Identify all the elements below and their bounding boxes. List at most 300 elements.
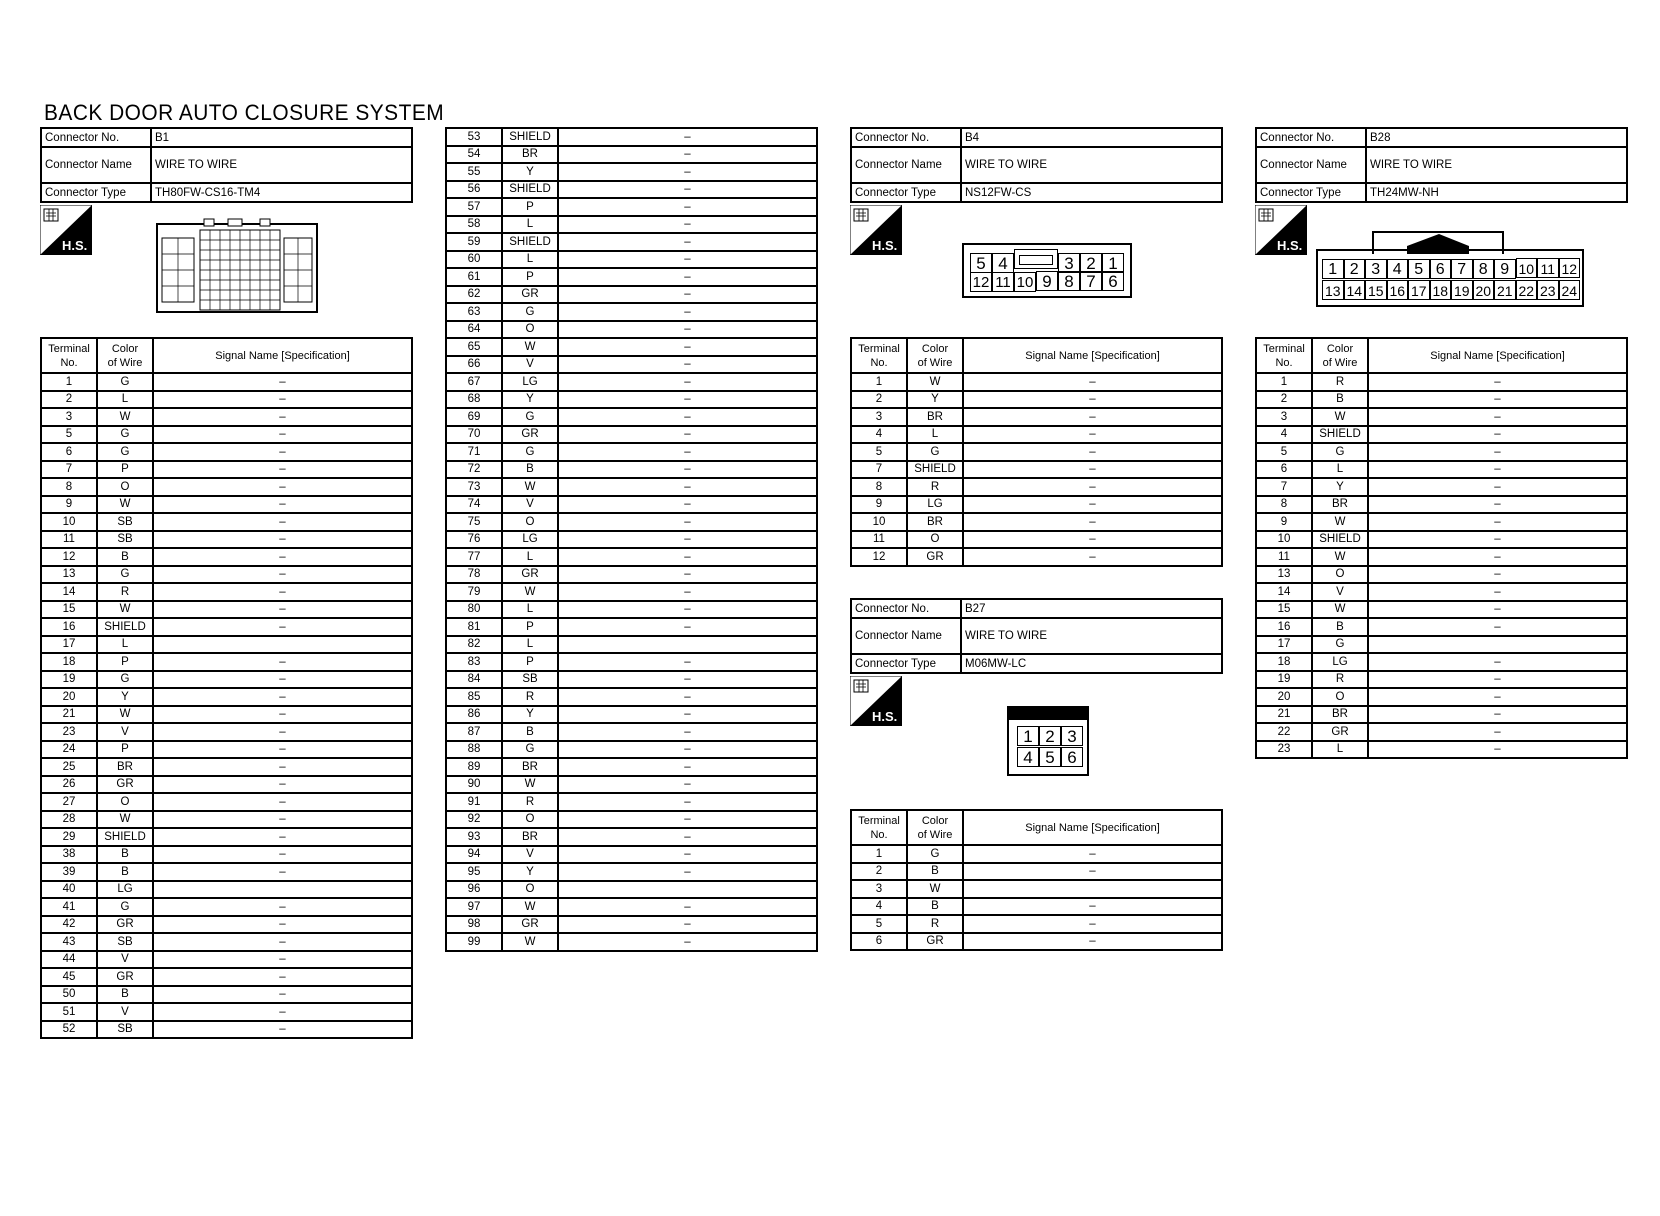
table-row	[41, 916, 412, 934]
wire-color-cell: G	[97, 443, 153, 461]
table-row	[41, 863, 412, 881]
terminal-no-cell: 12	[41, 548, 97, 566]
connector-no-label: Connector No.	[851, 599, 961, 618]
terminal-no-cell: 3	[41, 408, 97, 426]
col-signal-header: Signal Name [Specification]	[963, 338, 1222, 373]
b1-connector-no: B1	[151, 128, 412, 147]
terminal-no-cell: 61	[446, 268, 502, 286]
terminal-no-cell: 60	[446, 251, 502, 269]
table-row	[851, 391, 1222, 409]
terminal-no-cell: 79	[446, 583, 502, 601]
wire-color-cell: G	[97, 671, 153, 689]
wire-color-cell: W	[502, 338, 558, 356]
terminal-no-cell: 75	[446, 513, 502, 531]
table-row	[446, 741, 817, 759]
table-row	[41, 391, 412, 409]
wire-color-cell: LG	[907, 496, 963, 514]
wire-color-cell: W	[97, 496, 153, 514]
b28-connector-type: TH24MW-NH	[1366, 183, 1627, 202]
signal-name-cell: –	[558, 233, 817, 251]
table-row	[446, 408, 817, 426]
signal-name-cell	[1368, 636, 1627, 654]
terminal-no-cell: 53	[446, 128, 502, 146]
terminal-no-cell: 5	[41, 426, 97, 444]
terminal-no-cell: 97	[446, 898, 502, 916]
table-row	[41, 478, 412, 496]
table-row	[446, 881, 817, 899]
col-color-l2: of Wire	[917, 356, 953, 369]
table-row	[446, 356, 817, 374]
table-row	[41, 723, 412, 741]
table-row	[446, 338, 817, 356]
signal-name-cell: –	[153, 443, 412, 461]
wire-color-cell: SB	[502, 671, 558, 689]
b4-pin: 5	[970, 253, 992, 273]
wire-color-cell: O	[1312, 566, 1368, 584]
terminal-no-cell: 21	[1256, 706, 1312, 724]
connector-no-label: Connector No.	[1256, 128, 1366, 147]
terminal-no-cell: 51	[41, 1003, 97, 1021]
signal-name-cell: –	[153, 618, 412, 636]
terminal-no-cell: 14	[1256, 583, 1312, 601]
terminal-no-cell: 55	[446, 163, 502, 181]
table-row	[851, 898, 1222, 916]
terminal-no-cell: 4	[1256, 426, 1312, 444]
terminal-no-cell: 70	[446, 426, 502, 444]
wire-color-cell: W	[1312, 408, 1368, 426]
terminal-no-cell: 13	[41, 566, 97, 584]
signal-name-cell: –	[558, 408, 817, 426]
wire-color-cell: SB	[97, 531, 153, 549]
table-row	[446, 548, 817, 566]
col-color-l1: Color	[1326, 342, 1354, 355]
signal-name-cell	[558, 881, 817, 899]
terminal-no-cell: 8	[41, 478, 97, 496]
col-terminal-l2: No.	[870, 356, 888, 369]
wire-color-cell: B	[1312, 618, 1368, 636]
table-row	[1256, 671, 1627, 689]
wire-color-cell: P	[97, 741, 153, 759]
signal-name-cell: –	[963, 443, 1222, 461]
signal-name-cell: –	[153, 986, 412, 1004]
signal-name-cell: –	[153, 513, 412, 531]
wire-color-cell: W	[97, 408, 153, 426]
table-row	[41, 496, 412, 514]
terminal-no-cell: 23	[1256, 741, 1312, 759]
col-terminal-header	[851, 338, 907, 373]
table-row	[851, 443, 1222, 461]
terminal-no-cell: 15	[1256, 601, 1312, 619]
b28-pin: 19	[1451, 280, 1473, 300]
table-row	[41, 531, 412, 549]
col-terminal-header	[851, 810, 907, 845]
wire-color-cell: GR	[907, 548, 963, 566]
wire-color-cell: B	[97, 846, 153, 864]
terminal-no-cell: 80	[446, 601, 502, 619]
col-color-header	[907, 810, 963, 845]
signal-name-cell: –	[153, 1003, 412, 1021]
table-row	[41, 881, 412, 899]
wire-color-cell: W	[502, 933, 558, 951]
table-row	[41, 846, 412, 864]
table-row	[41, 408, 412, 426]
table-row	[446, 128, 817, 146]
signal-name-cell: –	[153, 496, 412, 514]
wire-color-cell: W	[907, 880, 963, 898]
signal-name-cell: –	[558, 513, 817, 531]
wire-color-cell: LG	[502, 373, 558, 391]
table-row	[1256, 373, 1627, 391]
signal-name-cell: –	[558, 198, 817, 216]
col-terminal-l2: No.	[60, 356, 78, 369]
table-row	[41, 461, 412, 479]
wire-color-cell: Y	[502, 863, 558, 881]
table-row	[446, 636, 817, 654]
terminal-no-cell: 89	[446, 758, 502, 776]
table-row	[446, 898, 817, 916]
signal-name-cell: –	[963, 391, 1222, 409]
terminal-no-cell: 72	[446, 461, 502, 479]
terminal-no-cell: 88	[446, 741, 502, 759]
wire-color-cell: SB	[97, 933, 153, 951]
terminal-no-cell: 81	[446, 618, 502, 636]
terminal-no-cell: 26	[41, 776, 97, 794]
table-row	[1256, 706, 1627, 724]
wire-color-cell: G	[1312, 443, 1368, 461]
wire-color-cell: O	[502, 321, 558, 339]
wire-color-cell: GR	[907, 933, 963, 951]
terminal-no-cell: 40	[41, 881, 97, 899]
table-row	[446, 531, 817, 549]
signal-name-cell	[153, 881, 412, 899]
terminal-no-cell: 90	[446, 776, 502, 794]
wire-color-cell: B	[502, 461, 558, 479]
wire-color-cell: G	[502, 303, 558, 321]
signal-name-cell: –	[153, 583, 412, 601]
wire-color-cell: BR	[502, 828, 558, 846]
wire-color-cell: V	[97, 723, 153, 741]
b28-pin: 6	[1430, 259, 1452, 279]
signal-name-cell: –	[153, 391, 412, 409]
signal-name-cell: –	[153, 688, 412, 706]
signal-name-cell: –	[558, 776, 817, 794]
terminal-no-cell: 78	[446, 566, 502, 584]
terminal-no-cell: 64	[446, 321, 502, 339]
b27-connector-no: B27	[961, 599, 1222, 618]
signal-name-cell: –	[558, 671, 817, 689]
table-row	[851, 496, 1222, 514]
signal-name-cell: –	[558, 426, 817, 444]
signal-name-cell: –	[1368, 741, 1627, 759]
terminal-no-cell: 6	[1256, 461, 1312, 479]
table-row	[41, 811, 412, 829]
b27-pin: 6	[1061, 747, 1083, 767]
terminal-no-cell: 28	[41, 811, 97, 829]
b4-pin: 7	[1080, 271, 1102, 291]
wire-color-cell: V	[97, 951, 153, 969]
table-row	[446, 443, 817, 461]
signal-name-cell: –	[558, 391, 817, 409]
terminal-no-cell: 10	[41, 513, 97, 531]
terminal-no-cell: 17	[1256, 636, 1312, 654]
col-color-l1: Color	[921, 814, 949, 827]
b28-pin: 4	[1387, 259, 1409, 279]
signal-name-cell: –	[1368, 548, 1627, 566]
table-row	[446, 776, 817, 794]
signal-name-cell: –	[558, 128, 817, 146]
wire-color-cell: BR	[97, 758, 153, 776]
table-row	[41, 636, 412, 654]
b4-terminal-table	[850, 337, 1223, 567]
signal-name-cell: –	[963, 408, 1222, 426]
wire-color-cell: BR	[502, 758, 558, 776]
b28-terminal-table	[1255, 337, 1628, 759]
signal-name-cell: –	[558, 478, 817, 496]
terminal-no-cell: 2	[851, 391, 907, 409]
wire-color-cell: O	[502, 881, 558, 899]
b27-connector-name: WIRE TO WIRE	[961, 618, 1222, 654]
signal-name-cell: –	[558, 828, 817, 846]
wire-color-cell: W	[97, 706, 153, 724]
wire-color-cell: GR	[97, 968, 153, 986]
table-row	[851, 933, 1222, 951]
b4-pin: 8	[1058, 271, 1080, 291]
wire-color-cell: R	[907, 478, 963, 496]
wire-color-cell: O	[97, 478, 153, 496]
signal-name-cell: –	[963, 373, 1222, 391]
signal-name-cell: –	[558, 723, 817, 741]
signal-name-cell: –	[558, 548, 817, 566]
col-signal-header: Signal Name [Specification]	[963, 810, 1222, 845]
signal-name-cell: –	[153, 566, 412, 584]
wire-color-cell: Y	[502, 706, 558, 724]
wire-color-cell: W	[1312, 513, 1368, 531]
wire-color-cell: R	[502, 688, 558, 706]
signal-name-cell: –	[558, 933, 817, 951]
b4-pin: 10	[1014, 272, 1036, 292]
b28-pin: 11	[1537, 258, 1559, 278]
table-row	[446, 216, 817, 234]
table-row	[1256, 741, 1627, 759]
signal-name-cell: –	[963, 531, 1222, 549]
b4-connector-diagram	[962, 243, 1132, 298]
signal-name-cell: –	[558, 181, 817, 199]
terminal-no-cell: 29	[41, 828, 97, 846]
table-row	[1256, 723, 1627, 741]
b4-connector-no: B4	[961, 128, 1222, 147]
hs-icon	[40, 205, 92, 255]
b27-info-table	[850, 598, 1223, 674]
table-row	[41, 443, 412, 461]
terminal-no-cell: 42	[41, 916, 97, 934]
signal-name-cell: –	[153, 408, 412, 426]
terminal-no-cell: 8	[1256, 496, 1312, 514]
wire-color-cell: W	[502, 776, 558, 794]
wire-color-cell: B	[97, 863, 153, 881]
terminal-no-cell: 84	[446, 671, 502, 689]
terminal-no-cell: 45	[41, 968, 97, 986]
table-row	[851, 461, 1222, 479]
wire-color-cell: R	[502, 793, 558, 811]
table-row	[446, 321, 817, 339]
wire-color-cell: L	[502, 601, 558, 619]
wire-color-cell: L	[502, 251, 558, 269]
table-row	[41, 933, 412, 951]
table-row	[41, 951, 412, 969]
terminal-no-cell: 1	[851, 845, 907, 863]
wire-color-cell: GR	[97, 776, 153, 794]
signal-name-cell: –	[558, 443, 817, 461]
col-color-l2: of Wire	[917, 828, 953, 841]
signal-name-cell: –	[153, 846, 412, 864]
b27-pin: 2	[1039, 726, 1061, 746]
b4-info-table	[850, 127, 1223, 203]
connector-name-label: Connector Name	[851, 618, 961, 654]
hs-label: H.S.	[872, 709, 898, 724]
signal-name-cell: –	[153, 811, 412, 829]
table-row	[446, 723, 817, 741]
table-row	[446, 846, 817, 864]
table-row	[446, 478, 817, 496]
table-row	[446, 933, 817, 951]
signal-name-cell: –	[963, 845, 1222, 863]
terminal-no-cell: 41	[41, 898, 97, 916]
signal-name-cell: –	[1368, 688, 1627, 706]
wire-color-cell: R	[1312, 373, 1368, 391]
connector-type-label: Connector Type	[851, 654, 961, 673]
terminal-no-cell: 57	[446, 198, 502, 216]
wire-color-cell: SHIELD	[97, 828, 153, 846]
signal-name-cell: –	[1368, 653, 1627, 671]
col-terminal-l1: Terminal	[858, 814, 900, 827]
wire-color-cell: O	[907, 531, 963, 549]
table-row	[446, 426, 817, 444]
b27-pin: 5	[1039, 747, 1061, 767]
table-row	[41, 986, 412, 1004]
signal-name-cell: –	[153, 1021, 412, 1039]
wire-color-cell: SHIELD	[502, 128, 558, 146]
b27-pin: 4	[1017, 747, 1039, 767]
wire-color-cell: V	[502, 846, 558, 864]
wire-color-cell: O	[502, 513, 558, 531]
terminal-no-cell: 5	[851, 915, 907, 933]
b28-connector-name: WIRE TO WIRE	[1366, 147, 1627, 183]
table-row	[446, 688, 817, 706]
wire-color-cell: Y	[97, 688, 153, 706]
signal-name-cell: –	[153, 776, 412, 794]
wire-color-cell: G	[502, 443, 558, 461]
terminal-no-cell: 18	[1256, 653, 1312, 671]
wire-color-cell: B	[1312, 391, 1368, 409]
b28-pin: 23	[1537, 280, 1559, 300]
signal-name-cell: –	[558, 373, 817, 391]
terminal-no-cell: 1	[41, 373, 97, 391]
signal-name-cell: –	[1368, 496, 1627, 514]
terminal-no-cell: 92	[446, 811, 502, 829]
terminal-no-cell: 16	[41, 618, 97, 636]
b28-pin: 8	[1473, 259, 1495, 279]
table-row	[1256, 478, 1627, 496]
table-row	[41, 548, 412, 566]
wire-color-cell: GR	[1312, 723, 1368, 741]
signal-name-cell: –	[1368, 671, 1627, 689]
signal-name-cell: –	[1368, 461, 1627, 479]
terminal-no-cell: 91	[446, 793, 502, 811]
wire-color-cell: P	[502, 268, 558, 286]
wire-color-cell: L	[97, 391, 153, 409]
terminal-no-cell: 44	[41, 951, 97, 969]
wire-color-cell: R	[97, 583, 153, 601]
table-row	[1256, 391, 1627, 409]
b28-pin: 20	[1473, 280, 1495, 300]
signal-name-cell: –	[558, 898, 817, 916]
table-row	[1256, 566, 1627, 584]
b28-pin: 13	[1322, 280, 1344, 300]
signal-name-cell: –	[558, 601, 817, 619]
terminal-no-cell: 95	[446, 863, 502, 881]
terminal-no-cell: 3	[851, 408, 907, 426]
b28-pin: 15	[1365, 280, 1387, 300]
wire-color-cell: Y	[907, 391, 963, 409]
table-row	[446, 146, 817, 164]
table-row	[446, 391, 817, 409]
table-row	[851, 513, 1222, 531]
terminal-no-cell: 6	[41, 443, 97, 461]
table-row	[41, 653, 412, 671]
wire-color-cell: L	[502, 216, 558, 234]
signal-name-cell: –	[153, 793, 412, 811]
signal-name-cell: –	[153, 898, 412, 916]
col-terminal-header	[41, 338, 97, 373]
terminal-no-cell: 27	[41, 793, 97, 811]
signal-name-cell: –	[558, 653, 817, 671]
wire-color-cell: LG	[97, 881, 153, 899]
wire-color-cell: P	[502, 618, 558, 636]
col-terminal-l1: Terminal	[48, 342, 90, 355]
signal-name-cell: –	[558, 811, 817, 829]
table-row	[41, 898, 412, 916]
terminal-no-cell: 50	[41, 986, 97, 1004]
terminal-no-cell: 8	[851, 478, 907, 496]
terminal-no-cell: 1	[1256, 373, 1312, 391]
terminal-no-cell: 58	[446, 216, 502, 234]
signal-name-cell: –	[558, 303, 817, 321]
table-row	[851, 408, 1222, 426]
b27-pin: 1	[1017, 726, 1039, 746]
terminal-no-cell: 6	[851, 933, 907, 951]
terminal-no-cell: 13	[1256, 566, 1312, 584]
terminal-no-cell: 1	[851, 373, 907, 391]
page-title: BACK DOOR AUTO CLOSURE SYSTEM	[44, 100, 445, 125]
wire-color-cell: B	[502, 723, 558, 741]
table-row	[446, 863, 817, 881]
terminal-no-cell: 98	[446, 916, 502, 934]
signal-name-cell: –	[963, 548, 1222, 566]
terminal-no-cell: 2	[41, 391, 97, 409]
signal-name-cell	[558, 636, 817, 654]
wire-color-cell: G	[502, 741, 558, 759]
wire-color-cell: SHIELD	[907, 461, 963, 479]
b4-pin: 2	[1080, 253, 1102, 273]
terminal-no-cell: 85	[446, 688, 502, 706]
wire-color-cell: Y	[502, 391, 558, 409]
terminal-no-cell: 5	[851, 443, 907, 461]
b4-pin: 12	[970, 272, 992, 292]
wire-color-cell: G	[907, 443, 963, 461]
signal-name-cell: –	[558, 338, 817, 356]
connector-no-label: Connector No.	[41, 128, 151, 147]
wire-color-cell: G	[502, 408, 558, 426]
